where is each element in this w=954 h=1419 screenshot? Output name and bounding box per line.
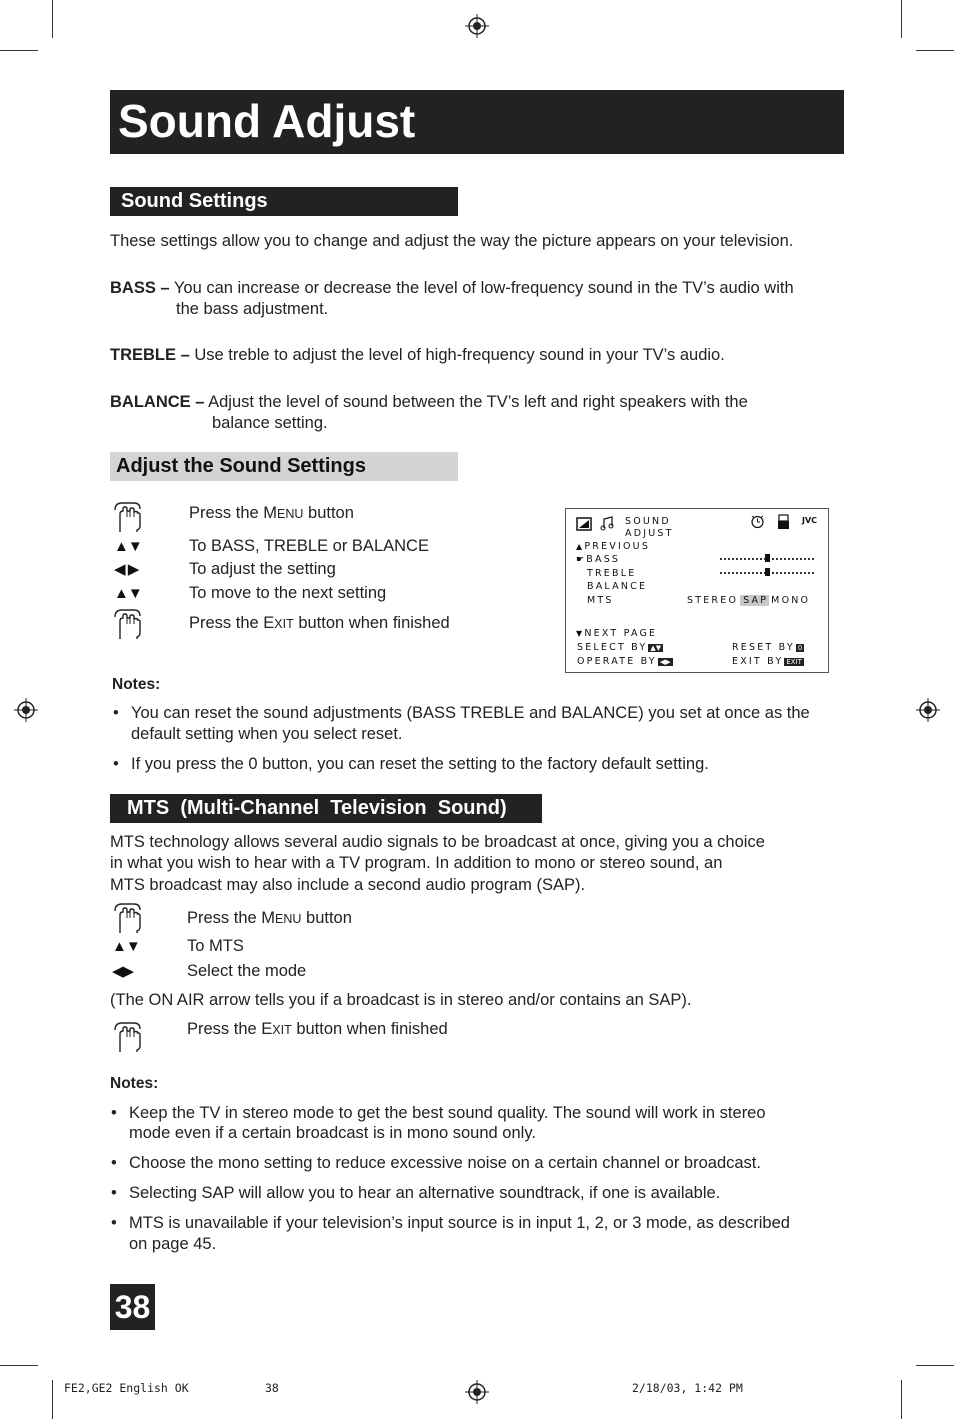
osd-exit-label: EXIT BY bbox=[732, 656, 784, 667]
left-right-arrows-icon: ◀ ▶ bbox=[114, 561, 139, 578]
registration-mark-icon bbox=[14, 698, 38, 722]
small-caps-text: ENU bbox=[275, 912, 302, 926]
osd-bass-label: BASS bbox=[586, 554, 621, 565]
mts-note-4-cont: on page 45. bbox=[129, 1235, 217, 1253]
section-heading-mts bbox=[110, 794, 542, 823]
bass-text-cont: the bass adjustment. bbox=[176, 300, 329, 318]
osd-next-page-label: NEXT PAGE bbox=[584, 628, 658, 639]
osd-sap-option: SAP bbox=[740, 595, 769, 606]
osd-previous-label: PREVIOUS bbox=[584, 541, 651, 552]
step-text: button when finished bbox=[291, 1020, 448, 1038]
balance-text: Adjust the level of sound between the TV’s left and right speakers with the bbox=[208, 393, 748, 411]
hand-press-icon bbox=[112, 500, 146, 534]
footer-file-name: FE2,GE2 English OK bbox=[64, 1381, 189, 1395]
adjust-step-adjust: To adjust the setting bbox=[189, 560, 336, 578]
section-heading-text: Sound Settings bbox=[121, 190, 268, 212]
crop-mark bbox=[901, 0, 902, 38]
balance-definition bbox=[110, 392, 748, 413]
mts-step-select: To MTS bbox=[187, 937, 244, 955]
osd-reset-by bbox=[732, 642, 804, 653]
osd-bass-row: ☛BASS bbox=[576, 554, 621, 565]
adjust-step-menu bbox=[189, 504, 354, 523]
mts-note-1-cont: mode even if a certain broadcast is in mono sound only. bbox=[129, 1124, 536, 1142]
osd-stereo-option: STEREO bbox=[687, 595, 739, 606]
adjust-note-1-cont: default setting when you select reset. bbox=[131, 725, 403, 743]
mts-intro-1: MTS technology allows several audio signals to be broadcast at once, giving you a choice bbox=[110, 833, 765, 851]
adjust-note-1: You can reset the sound adjustments (BASS TREBLE and BALANCE) you set at once as the bbox=[131, 704, 810, 722]
step-text: Press the M bbox=[187, 909, 276, 927]
step-text: Press the E bbox=[189, 614, 275, 632]
adjust-step-select: To BASS, TREBLE or BALANCE bbox=[189, 537, 429, 555]
osd-treble-label: TREBLE bbox=[587, 568, 637, 579]
adjust-notes-label: Notes: bbox=[112, 676, 161, 693]
small-caps-text: XIT bbox=[272, 1023, 292, 1037]
osd-operate-by: OPERATE BY ◀▶ bbox=[577, 656, 671, 667]
section-heading-text: MTS (Multi-Channel Television Sound) bbox=[127, 797, 507, 819]
osd-operate-label: OPERATE BY bbox=[577, 656, 657, 667]
adjust-step-next: To move to the next setting bbox=[189, 584, 387, 602]
mts-note-4: MTS is unavailable if your television’s input source is in input 1, 2, or 3 mode, as described bbox=[129, 1214, 790, 1232]
registration-mark-icon bbox=[465, 14, 489, 38]
treble-definition bbox=[110, 345, 725, 366]
up-down-arrows-icon: ▲▼ bbox=[112, 938, 140, 955]
bullet-dot: • bbox=[111, 1104, 117, 1122]
crop-mark bbox=[901, 1380, 902, 1419]
section-heading-adjust bbox=[110, 452, 458, 481]
bass-term: BASS – bbox=[110, 279, 170, 297]
osd-mts-label: MTS bbox=[587, 595, 614, 606]
osd-reset-key: 0 bbox=[797, 643, 803, 652]
mts-intro-3: MTS broadcast may also include a second audio program (SAP). bbox=[110, 876, 586, 894]
step-text: Press the E bbox=[187, 1020, 273, 1038]
osd-previous: ▲PREVIOUS bbox=[576, 541, 651, 552]
jvc-logo: JVC bbox=[802, 516, 818, 525]
bullet-dot: • bbox=[111, 1184, 117, 1202]
music-note-icon bbox=[600, 516, 614, 531]
registration-mark-icon bbox=[916, 698, 940, 722]
footer-page: 38 bbox=[265, 1381, 279, 1395]
step-text: button when finished bbox=[293, 614, 450, 632]
clock-icon bbox=[750, 514, 765, 529]
mts-step-mode: Select the mode bbox=[187, 962, 307, 980]
osd-select-label: SELECT BY bbox=[577, 642, 648, 653]
mts-note-1: Keep the TV in stereo mode to get the best sound quality. The sound will work in stereo bbox=[129, 1104, 766, 1122]
hand-press-icon bbox=[112, 901, 146, 935]
crop-mark bbox=[916, 1365, 954, 1366]
treble-term: TREBLE – bbox=[110, 346, 190, 364]
bullet-dot: • bbox=[113, 704, 119, 722]
crop-mark bbox=[52, 0, 53, 38]
section-heading-sound-settings bbox=[110, 187, 458, 216]
osd-exit-by bbox=[732, 656, 804, 667]
osd-mts-options bbox=[687, 595, 810, 606]
hand-press-icon bbox=[112, 1020, 146, 1054]
up-down-arrows-icon: ▲▼ bbox=[114, 585, 142, 602]
osd-balance-label: BALANCE bbox=[587, 581, 648, 592]
crop-mark bbox=[0, 1365, 38, 1366]
osd-treble-slider-knob bbox=[765, 568, 770, 576]
adjust-note-2: If you press the 0 button, you can reset the setting to the factory default setting. bbox=[131, 755, 709, 773]
mts-note-2: Choose the mono setting to reduce excessive noise on a certain channel or broadcast. bbox=[129, 1154, 761, 1172]
bullet-dot: • bbox=[111, 1154, 117, 1172]
small-caps-text: XIT bbox=[274, 617, 294, 631]
up-down-arrows-icon: ▲▼ bbox=[114, 538, 142, 555]
mts-intro-2: in what you wish to hear with a TV program. In addition to mono or stereo sound, an bbox=[110, 854, 723, 872]
mts-step-exit bbox=[187, 1020, 448, 1039]
osd-exit-key: EXIT bbox=[786, 657, 802, 666]
osd-sound-adjust-screen bbox=[565, 508, 829, 673]
page-number: 38 bbox=[110, 1284, 155, 1330]
footer-datetime: 2/18/03, 1:42 PM bbox=[632, 1381, 743, 1395]
treble-text: Use treble to adjust the level of high-frequency sound in your TV’s audio. bbox=[194, 346, 725, 364]
bullet-dot: • bbox=[111, 1214, 117, 1232]
mts-step-menu bbox=[187, 909, 352, 928]
bass-definition bbox=[110, 278, 794, 299]
hand-press-icon bbox=[112, 607, 146, 641]
left-right-arrows-icon: ◀▶ bbox=[112, 963, 134, 980]
mts-notes-label: Notes: bbox=[110, 1075, 159, 1092]
osd-bass-slider-knob bbox=[765, 554, 770, 562]
page-title: Sound Adjust bbox=[118, 95, 416, 147]
tv-picture-icon bbox=[576, 517, 592, 531]
mts-on-air-note: (The ON AIR arrow tells you if a broadcast is in stereo and/or contains an SAP). bbox=[110, 991, 692, 1009]
adjust-step-exit bbox=[189, 614, 450, 633]
balance-term: BALANCE – bbox=[110, 393, 205, 411]
lock-icon bbox=[777, 514, 790, 530]
osd-title-2: ADJUST bbox=[625, 528, 674, 539]
balance-text-cont: balance setting. bbox=[212, 414, 328, 432]
section-heading-text: Adjust the Sound Settings bbox=[116, 455, 366, 477]
osd-mono-option: MONO bbox=[771, 595, 811, 606]
step-text: button bbox=[303, 504, 354, 522]
bullet-dot: • bbox=[113, 755, 119, 773]
page-title-bar bbox=[110, 90, 844, 154]
osd-next-page: ▼NEXT PAGE bbox=[576, 628, 658, 639]
bass-text: You can increase or decrease the level of low-frequency sound in the TV’s audio with bbox=[173, 279, 794, 297]
sound-settings-intro: These settings allow you to change and adjust the way the picture appears on your television. bbox=[110, 232, 794, 250]
crop-mark bbox=[52, 1380, 53, 1419]
osd-reset-label: RESET BY bbox=[732, 642, 795, 653]
crop-mark bbox=[916, 50, 954, 51]
osd-title: SOUND bbox=[625, 516, 671, 527]
crop-mark bbox=[0, 50, 38, 51]
registration-mark-icon bbox=[465, 1380, 489, 1404]
osd-select-by: SELECT BY ▲▼ bbox=[577, 642, 662, 653]
mts-note-3: Selecting SAP will allow you to hear an alternative soundtrack, if one is available. bbox=[129, 1184, 721, 1202]
small-caps-text: ENU bbox=[277, 507, 304, 521]
step-text: Press the M bbox=[189, 504, 278, 522]
step-text: button bbox=[301, 909, 352, 927]
